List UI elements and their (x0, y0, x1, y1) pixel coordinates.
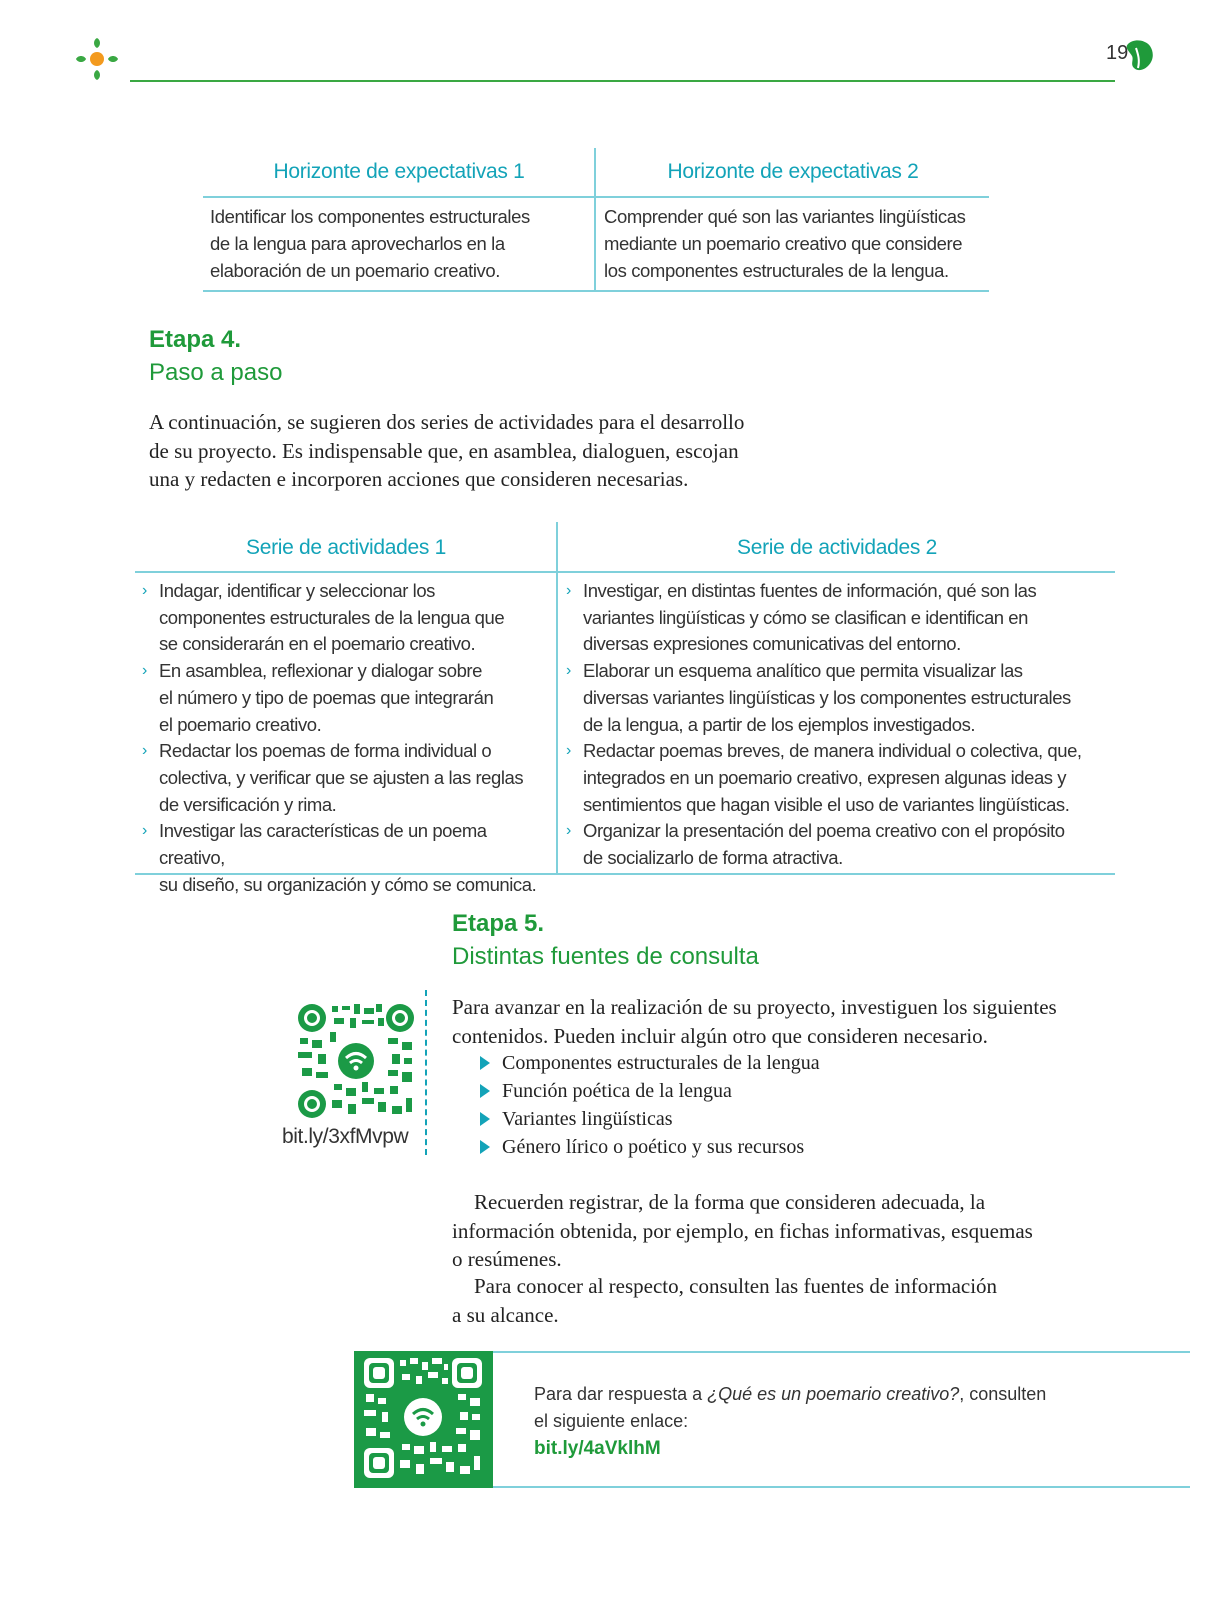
series-2-title: Serie de actividades 2 (736, 536, 938, 559)
chevron-right-icon: › (566, 582, 571, 599)
page-number: 19 (1106, 42, 1129, 64)
list-item: › Investigar las características de un poema creativo, su diseño, su organización y cómo se comunica. (142, 820, 537, 895)
chevron-right-icon: › (142, 582, 147, 599)
link-box-url[interactable]: bit.ly/4aVklhM (534, 1438, 661, 1459)
etapa-5-number: Etapa 5. (452, 910, 545, 937)
chevron-right-icon: › (142, 662, 147, 680)
topics-list (452, 1049, 952, 1161)
chevron-right-icon: › (566, 662, 571, 680)
link-box-text: Para dar respuesta a ¿Qué es un poemario creativo?, consulten el siguiente enlace: bit.ly/4aVklhM (534, 1381, 1046, 1462)
expectations-1-text: Identificar los componentes estructurales de la lengua para aprovecharlos en la elaboración de un poemario creativo. (210, 206, 530, 281)
triangle-bullet-icon (480, 1084, 490, 1098)
expectations-1-title: Horizonte de expectativas 1 (273, 160, 525, 183)
table-header-rule (203, 196, 989, 198)
chevron-right-icon: › (142, 742, 147, 760)
etapa-5-intro: Para avanzar en la realización de su proyecto, investiguen los siguientes contenidos. Pueden incluir algún otro que consideren necesario. (452, 995, 1057, 1048)
header-rule (130, 80, 1115, 82)
list-item: › Investigar, en distintas fuentes de información, qué son las variantes lingüísticas y cómo se clasifican e identifican en diversas expresiones comunicativas del entorno. (566, 580, 1037, 655)
etapa-4-number: Etapa 4. (149, 326, 242, 353)
expectations-2-title: Horizonte de expectativas 2 (667, 160, 919, 183)
list-item: › Organizar la presentación del poema creativo con el propósito de socializarlo de forma atractiva. (566, 820, 1065, 869)
table-bottom-rule (203, 290, 989, 292)
list-item: › Redactar poemas breves, de manera individual o colectiva, que, integrados en un poemario creativo, expresen algunas ideas y sentimientos que hagan visible el uso de variantes lingüísticas. (566, 740, 1082, 815)
list-item: Función poética de la lengua (452, 1077, 952, 1105)
etapa-4-title: Paso a paso (149, 359, 283, 386)
dashed-divider (425, 990, 427, 1155)
etapa-5-para-2: Recuerden registrar, de la forma que consideren adecuada, la información obtenida, por ejemplo, en fichas informativas, esquemas o resúmenes. (452, 1190, 1033, 1271)
chevron-right-icon: › (566, 742, 571, 760)
triangle-bullet-icon (480, 1112, 490, 1126)
chevron-right-icon: › (142, 822, 147, 840)
series-1-title: Serie de actividades 1 (245, 536, 447, 559)
list-item: › Redactar los poemas de forma individual o colectiva, y verificar que se ajusten a las reglas de versificación y rima. (142, 740, 524, 815)
etapa-5-para-3: Para conocer al respecto, consulten las fuentes de información a su alcance. (452, 1274, 998, 1327)
qr-code-icon[interactable] (296, 1002, 416, 1120)
series-1-list (134, 578, 554, 898)
list-item: › En asamblea, reflexionar y dialogar sobre el número y tipo de poemas que integrarán el poemario creativo. (142, 660, 494, 735)
series-2-list (558, 578, 1114, 872)
list-item: Variantes lingüísticas (452, 1105, 952, 1133)
chevron-right-icon: › (566, 822, 571, 840)
series-header-rule (135, 571, 1115, 573)
qr-link-text[interactable]: bit.ly/3xfMvpw (282, 1125, 409, 1148)
triangle-bullet-icon (480, 1056, 490, 1070)
etapa-4-intro: A continuación, se sugieren dos series de actividades para el desarrollo de su proyecto. Es indispensable que, en asamblea, dialoguen, escojan una y redacten e incorporen acciones que consideren necesarias. (149, 410, 745, 491)
expectations-2-text: Comprender qué son las variantes lingüísticas mediante un poemario creativo que considere los componentes estructurales de la lengua. (604, 206, 966, 281)
flower-logo-icon (72, 34, 122, 84)
qr-code-icon[interactable] (362, 1356, 484, 1480)
triangle-bullet-icon (480, 1140, 490, 1154)
green-leaf-icon (1124, 38, 1156, 74)
list-item: › Elaborar un esquema analítico que permita visualizar las diversas variantes lingüísticas y los componentes estructurales de la lengua, a partir de los ejemplos investigados. (566, 660, 1071, 735)
etapa-5-title: Distintas fuentes de consulta (452, 943, 759, 970)
list-item: Componentes estructurales de la lengua (452, 1049, 952, 1077)
list-item: Género lírico o poético y sus recursos (452, 1133, 952, 1161)
list-item: › Indagar, identificar y seleccionar los componentes estructurales de la lengua que se considerarán en el poemario creativo. (142, 580, 505, 655)
table-divider (594, 148, 596, 292)
